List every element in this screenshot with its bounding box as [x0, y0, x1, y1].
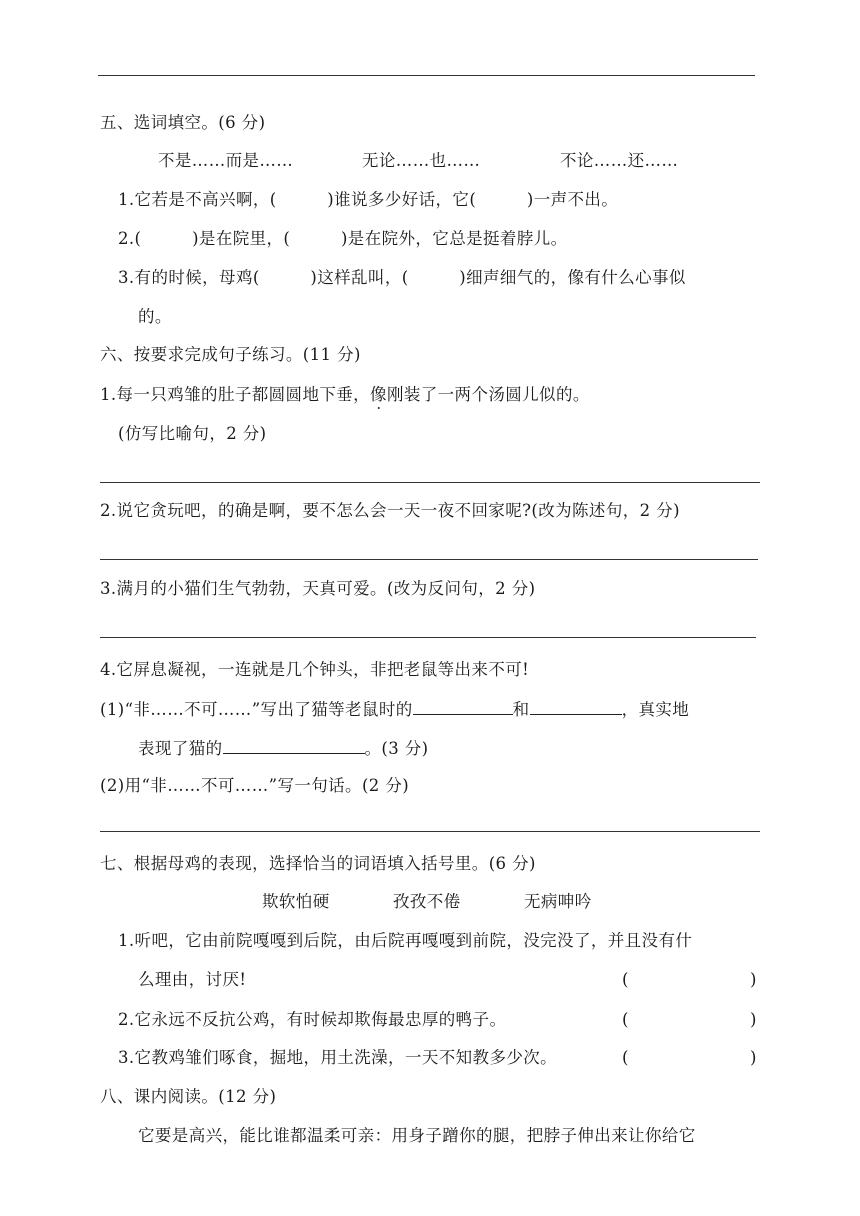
question-7-1-cont: 么理由，讨厌! [138, 970, 247, 989]
question-5-3: 3.有的时候，母鸡( )这样乱叫，( )细声细气的，像有什么心事似 [118, 268, 686, 287]
emphasis-char: 像 [370, 385, 387, 404]
q6-1-post: 刚装了一两个汤圆儿似的。 [386, 385, 590, 404]
word-option-1: 不是……而是…… [158, 151, 294, 170]
section-8-heading: 八、课内阅读。(12 分) [100, 1087, 277, 1106]
question-6-4: 4.它屏息凝视，一连就是几个钟头，非把老鼠等出来不可! [100, 660, 530, 679]
question-7-1: 1.听吧，它由前院嘎嘎到后院，由后院再嘎嘎到前院，没完没了，并且没有什 [118, 931, 693, 950]
q6-4-1-b: 和 [512, 700, 530, 719]
q6-1-pre: 1.每一只鸡雏的肚子都圆圆地下垂， [100, 385, 371, 404]
question-6-4-2: (2)用“非……不可……”写一句话。(2 分) [100, 776, 410, 795]
question-5-2: 2.( )是在院里，( )是在院外，它总是挺着脖儿。 [118, 229, 568, 248]
reading-passage: 它要是高兴，能比谁都温柔可亲：用身子蹭你的腿，把脖子伸出来让你给它 [138, 1126, 696, 1145]
answer-close-paren-1[interactable]: ) [750, 970, 757, 989]
idiom-option-1: 欺软怕硬 [262, 892, 330, 911]
question-5-3-cont: 的。 [138, 307, 172, 326]
q6-4-1-e: 。(3 分) [364, 739, 429, 758]
answer-open-paren-3[interactable]: ( [622, 1048, 629, 1067]
section-6-heading: 六、按要求完成句子练习。(11 分) [100, 345, 361, 364]
question-6-4-1-cont [138, 737, 429, 760]
idiom-option-3: 无病呻吟 [524, 892, 592, 911]
q6-4-1-a: (1)“非……不可……”写出了猫等老鼠时的 [100, 700, 413, 719]
section-5-heading: 五、选词填空。(6 分) [100, 113, 266, 132]
question-6-3: 3.满月的小猫们生气勃勃，天真可爱。(改为反问句，2 分) [100, 579, 536, 598]
answer-line-2[interactable] [100, 559, 758, 560]
question-5-1: 1.它若是不高兴啊，( )谁说多少好话，它( )一声不出。 [118, 190, 619, 209]
answer-line-1[interactable] [100, 482, 760, 483]
answer-line-4[interactable] [100, 831, 760, 832]
answer-close-paren-3[interactable]: ) [750, 1048, 757, 1067]
q6-4-1-d: 表现了猫的 [138, 739, 223, 758]
question-6-4-1 [100, 698, 689, 721]
answer-close-paren-2[interactable]: ) [750, 1010, 757, 1029]
answer-open-paren-1[interactable]: ( [622, 970, 629, 989]
word-option-3: 不论……还…… [560, 151, 679, 170]
fill-blank-3[interactable] [223, 737, 365, 754]
top-rule [98, 75, 755, 76]
question-6-2: 2.说它贪玩吧，的确是啊，要不怎么会一天一夜不回家呢?(改为陈述句，2 分) [100, 501, 680, 520]
fill-blank-1[interactable] [413, 698, 513, 715]
q6-4-1-c: ，真实地 [621, 700, 690, 719]
question-7-3: 3.它教鸡雏们啄食，掘地，用土洗澡，一天不知教多少次。 [118, 1048, 558, 1067]
question-6-1 [100, 384, 590, 406]
question-7-2: 2.它永远不反抗公鸡，有时候却欺侮最忠厚的鸭子。 [118, 1010, 507, 1029]
word-option-2: 无论……也…… [362, 151, 481, 170]
answer-open-paren-2[interactable]: ( [622, 1010, 629, 1029]
fill-blank-2[interactable] [530, 698, 622, 715]
answer-line-3[interactable] [100, 637, 756, 638]
idiom-option-2: 孜孜不倦 [393, 892, 461, 911]
question-6-1-requirement: (仿写比喻句，2 分) [118, 424, 267, 443]
section-7-heading: 七、根据母鸡的表现，选择恰当的词语填入括号里。(6 分) [100, 854, 536, 873]
